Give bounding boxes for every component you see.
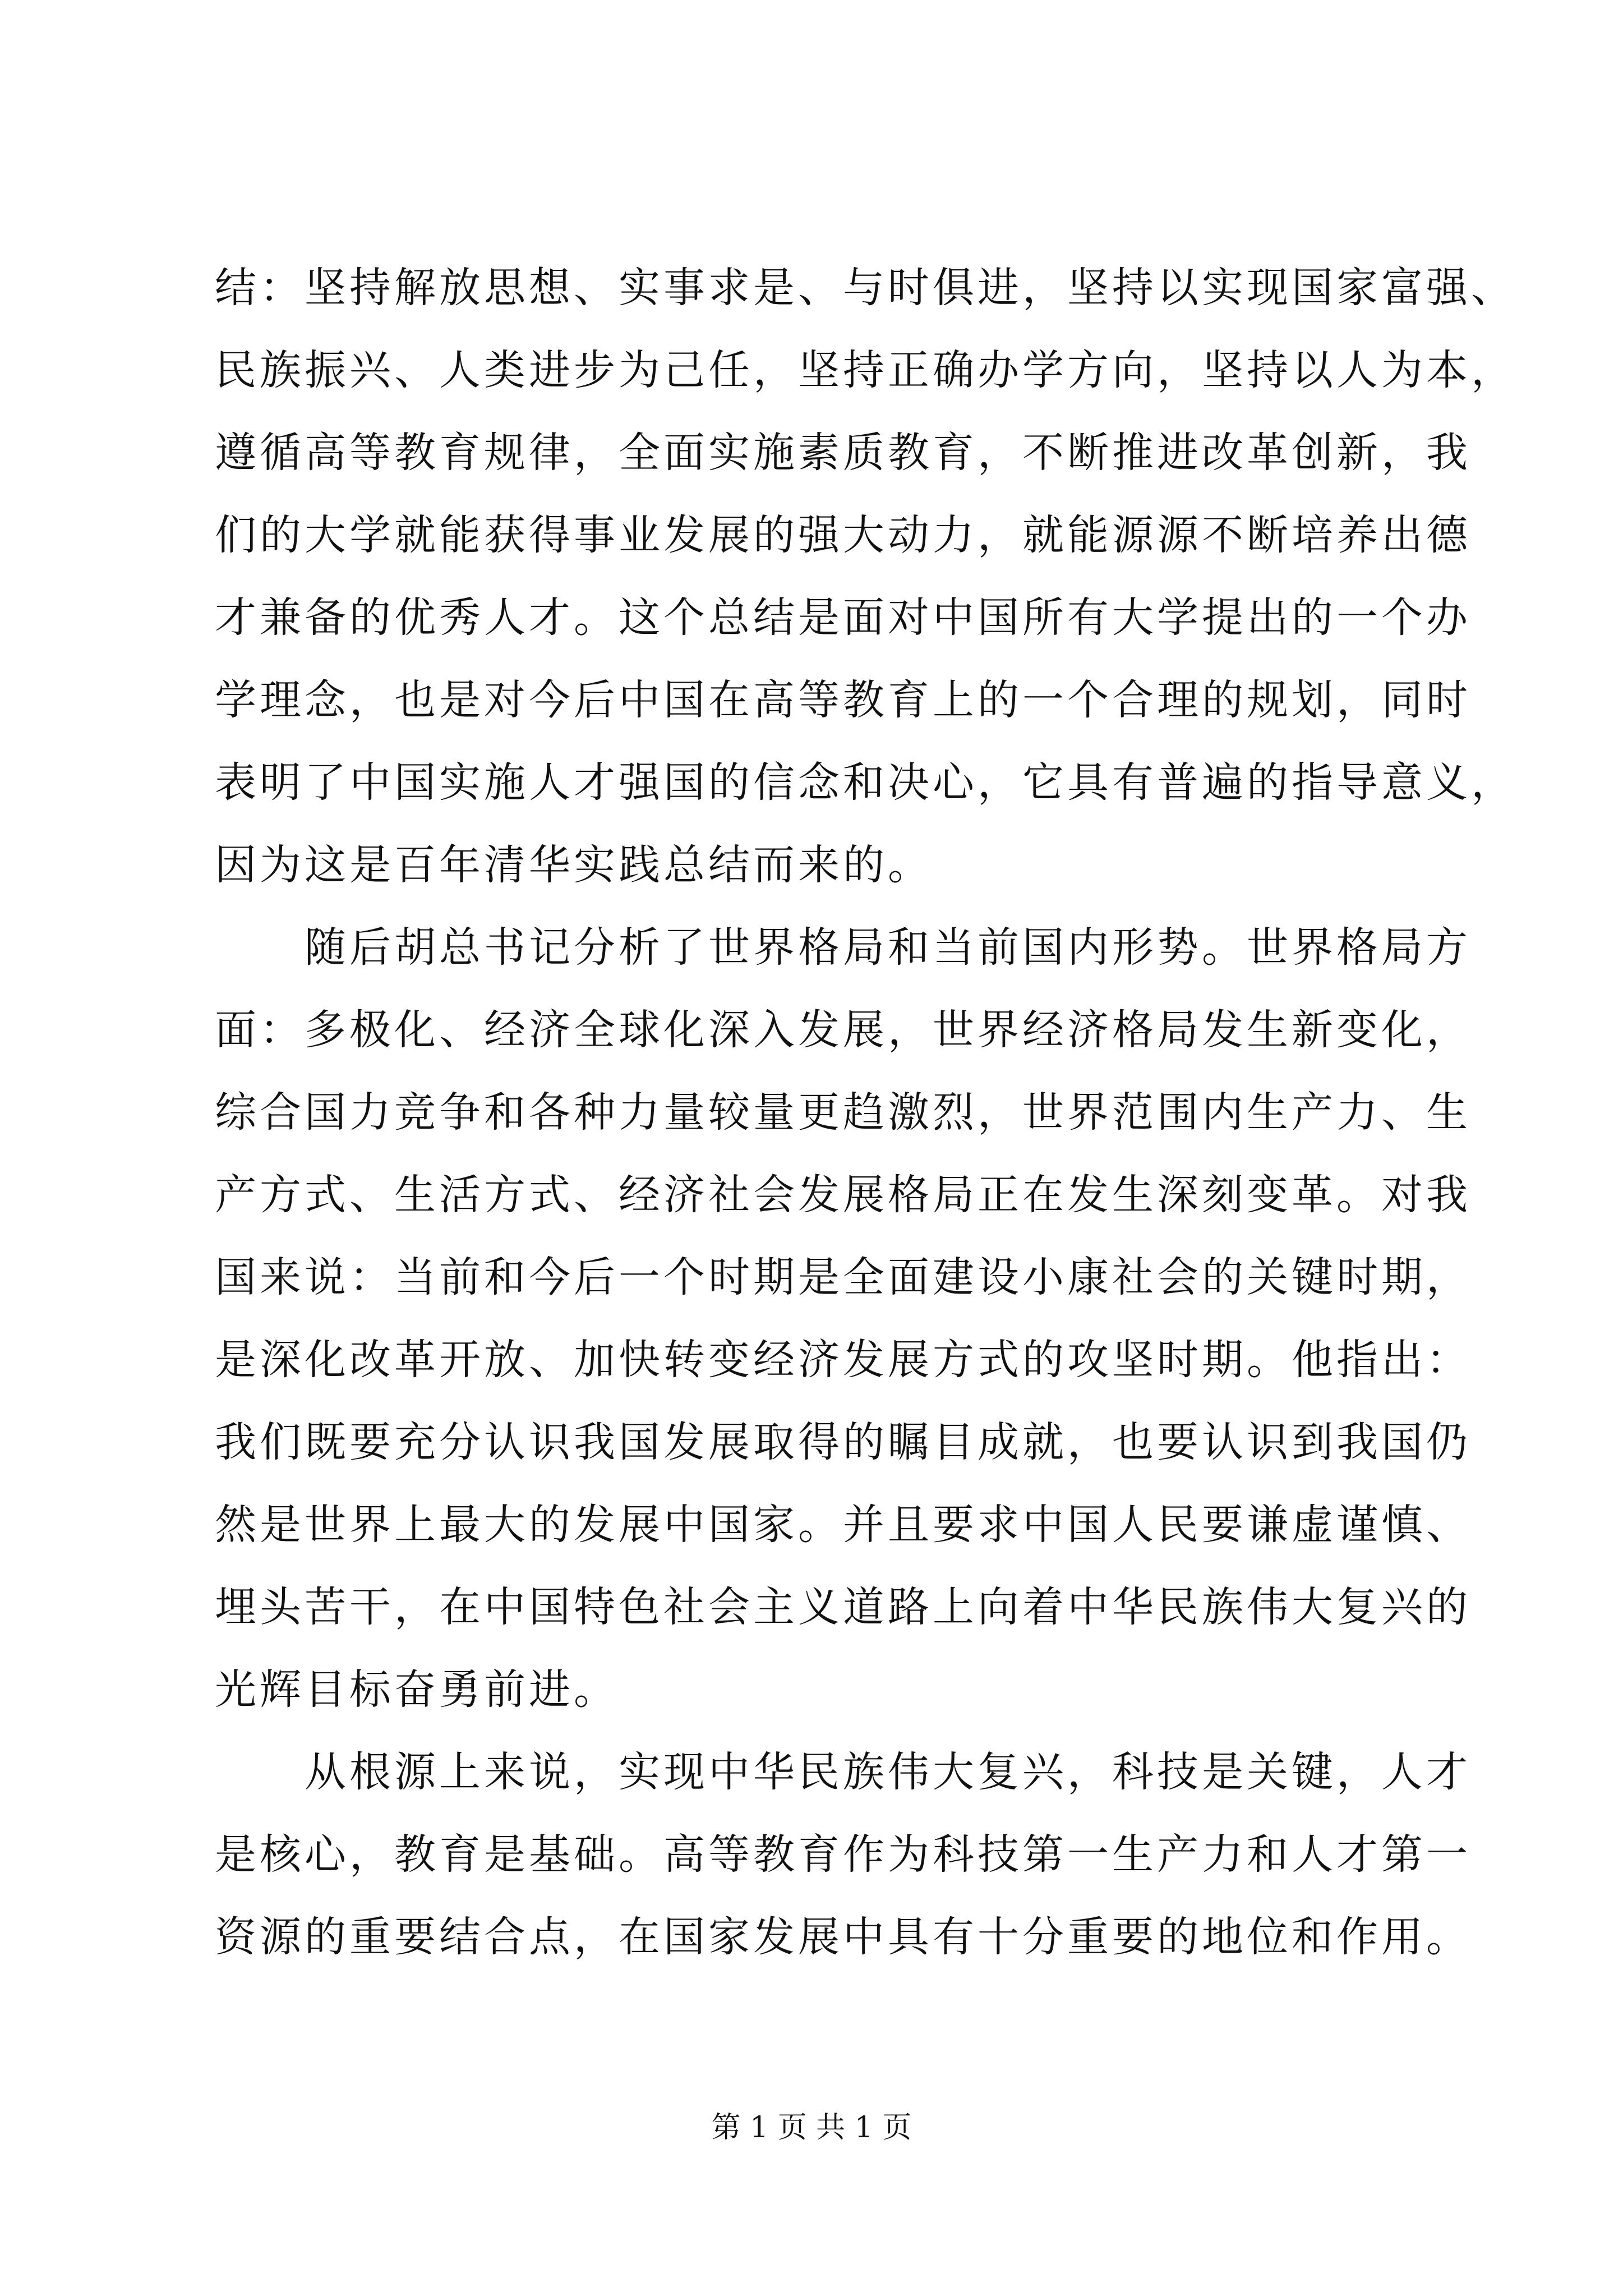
text-line-5: 才兼备的优秀人才。这个总结是面对中国所有大学提出的一个办	[215, 593, 1471, 642]
text-line-15: 我们既要充分认识我国发展取得的瞩目成就，也要认识到我国仍	[215, 1418, 1471, 1466]
text-line-7: 表明了中国实施人才强国的信念和决心，它具有普遍的指导意义，	[215, 758, 1516, 807]
text-line-19: 从根源上来说，实现中华民族伟大复兴，科技是关键，人才	[215, 1748, 1471, 1796]
text-line-17: 埋头苦干，在中国特色社会主义道路上向着中华民族伟大复兴的	[215, 1583, 1471, 1631]
document-body	[215, 247, 1516, 1978]
text-line-18: 光辉目标奋勇前进。	[215, 1665, 619, 1714]
text-line-9: 随后胡总书记分析了世界格局和当前国内形势。世界格局方	[215, 923, 1471, 972]
text-line-2: 民族振兴、人类进步为己任，坚持正确办学方向，坚持以人为本，	[215, 346, 1516, 394]
text-line-1: 结：坚持解放思想、实事求是、与时俱进，坚持以实现国家富强、	[215, 264, 1516, 312]
text-line-10: 面：多极化、经济全球化深入发展，世界经济格局发生新变化，	[215, 1006, 1471, 1054]
text-line-13: 国来说：当前和今后一个时期是全面建设小康社会的关键时期，	[215, 1253, 1471, 1301]
text-line-11: 综合国力竞争和各种力量较量更趋激烈，世界范围内生产力、生	[215, 1088, 1471, 1137]
page-footer	[0, 2104, 1623, 2146]
text-line-3: 遵循高等教育规律，全面实施素质教育，不断推进改革创新，我	[215, 429, 1471, 477]
text-line-14: 是深化改革开放、加快转变经济发展方式的攻坚时期。他指出：	[215, 1336, 1471, 1384]
text-line-20: 是核心，教育是基础。高等教育作为科技第一生产力和人才第一	[215, 1830, 1471, 1879]
text-line-4: 们的大学就能获得事业发展的强大动力，就能源源不断培养出德	[215, 511, 1471, 559]
text-line-8: 因为这是百年清华实践总结而来的。	[215, 841, 933, 889]
text-line-21: 资源的重要结合点，在国家发展中具有十分重要的地位和作用。	[215, 1913, 1471, 1961]
text-line-16: 然是世界上最大的发展中国家。并且要求中国人民要谦虚谨慎、	[215, 1501, 1471, 1549]
text-line-6: 学理念，也是对今后中国在高等教育上的一个合理的规划，同时	[215, 676, 1471, 724]
page-number-label: 第 1 页 共 1 页	[711, 2111, 912, 2145]
text-line-12: 产方式、生活方式、经济社会发展格局正在发生深刻变革。对我	[215, 1171, 1471, 1219]
